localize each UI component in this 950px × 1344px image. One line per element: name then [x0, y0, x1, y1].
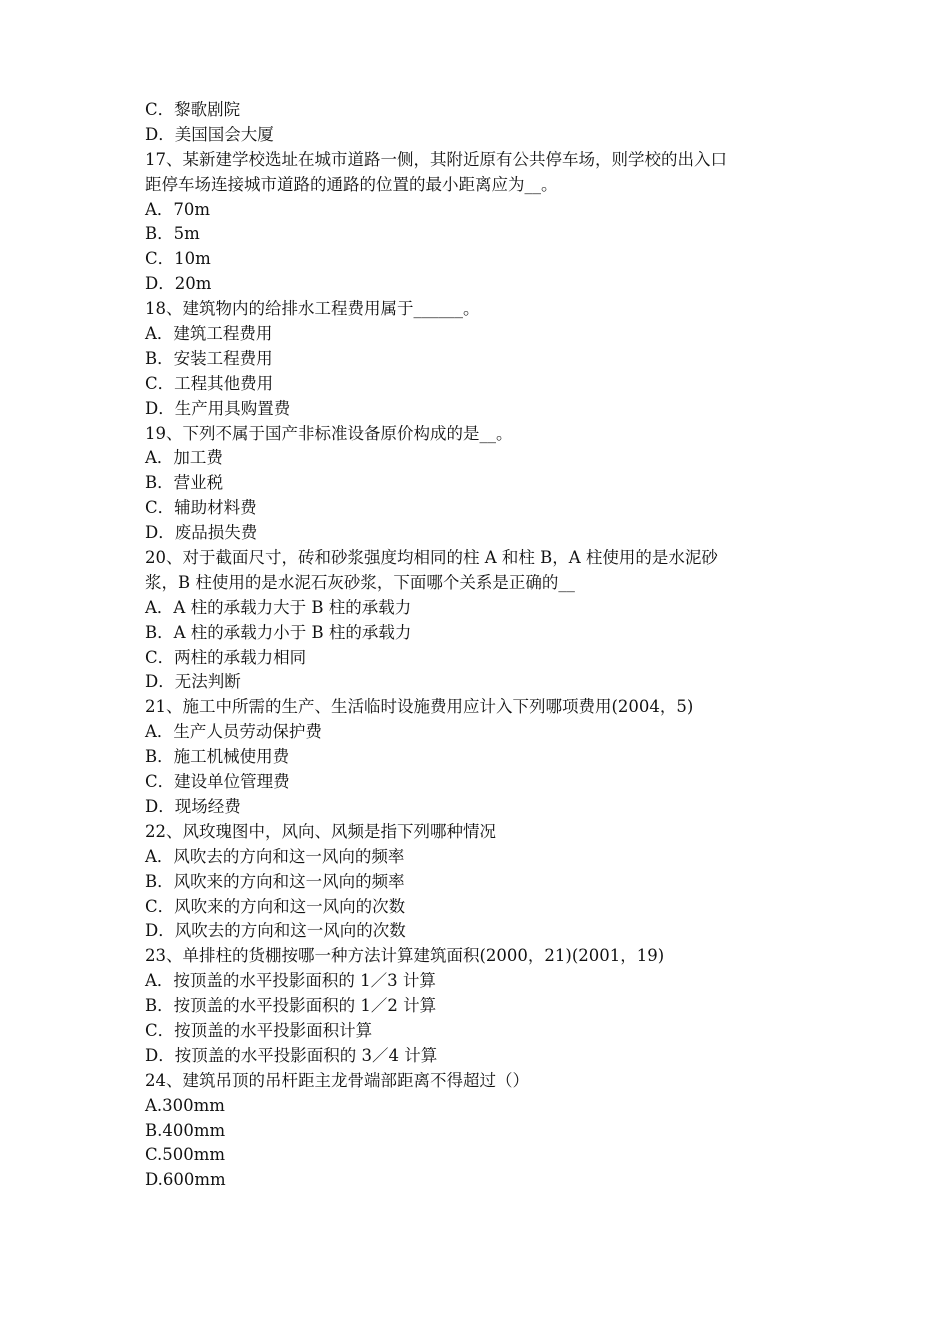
answer-option — [145, 496, 815, 521]
answer-option — [145, 770, 815, 795]
answer-option — [145, 621, 815, 646]
answer-option — [145, 322, 815, 347]
answer-option — [145, 895, 815, 920]
question-stem — [145, 297, 815, 322]
answer-option — [145, 1119, 815, 1144]
option-text: A.300mm — [145, 1095, 225, 1115]
question-text-line: 21、施工中所需的生产、生活临时设施费用应计入下列哪项费用(2004，5) — [145, 697, 694, 717]
option-text: D．风吹去的方向和这一风向的次数 — [145, 921, 406, 941]
option-text: B．A 柱的承载力小于 B 柱的承载力 — [145, 622, 412, 642]
option-text: B．5m — [145, 224, 200, 244]
question-text-line: 浆，B 柱使用的是水泥石灰砂浆，下面哪个关系是正确的__ — [145, 572, 575, 592]
answer-option — [145, 870, 815, 895]
option-text: A．生产人员劳动保护费 — [145, 722, 322, 742]
option-text: A．建筑工程费用 — [145, 324, 273, 344]
option-text: D．无法判断 — [145, 672, 241, 692]
option-text: C．黎歌剧院 — [145, 100, 241, 119]
option-text: D．现场经费 — [145, 796, 241, 816]
question-text-line: 22、风玫瑰图中，风向、风频是指下列哪种情况 — [145, 821, 496, 841]
answer-option — [145, 1143, 815, 1168]
answer-option — [145, 720, 815, 745]
option-text: C．工程其他费用 — [145, 373, 274, 393]
option-text: C．两柱的承载力相同 — [145, 647, 307, 667]
answer-option — [145, 98, 815, 123]
option-text: C．按顶盖的水平投影面积计算 — [145, 1020, 373, 1040]
answer-option — [145, 845, 815, 870]
option-text: A．风吹去的方向和这一风向的频率 — [145, 846, 405, 866]
answer-option — [145, 123, 815, 148]
question-stem — [145, 1069, 815, 1094]
option-text: D．按顶盖的水平投影面积的 3／4 计算 — [145, 1045, 438, 1065]
option-text: C．辅助材料费 — [145, 498, 257, 518]
answer-option — [145, 471, 815, 496]
answer-option — [145, 1044, 815, 1069]
answer-option — [145, 994, 815, 1019]
question-stem — [145, 944, 815, 969]
answer-option — [145, 670, 815, 695]
answer-option — [145, 1019, 815, 1044]
option-text: C．10m — [145, 249, 211, 269]
question-stem — [145, 695, 815, 720]
answer-option — [145, 397, 815, 422]
option-text: D．美国国会大厦 — [145, 124, 274, 144]
option-text: A．A 柱的承载力大于 B 柱的承载力 — [145, 597, 412, 617]
question-text-line: 距停车场连接城市道路的通路的位置的最小距离应为__。 — [145, 174, 558, 194]
question-text-line: 23、单排柱的货棚按哪一种方法计算建筑面积(2000，21)(2001，19) — [145, 946, 665, 966]
option-text: A．加工费 — [145, 448, 223, 468]
answer-option — [145, 596, 815, 621]
question-text-line: 19、下列不属于国产非标准设备原价构成的是__。 — [145, 423, 513, 443]
answer-option — [145, 521, 815, 546]
answer-option — [145, 919, 815, 944]
question-text-line: 24、建筑吊顶的吊杆距主龙骨端部距离不得超过（） — [145, 1070, 529, 1090]
option-text: C．风吹来的方向和这一风向的次数 — [145, 896, 406, 916]
answer-option — [145, 247, 815, 272]
answer-option — [145, 745, 815, 770]
question-stem — [145, 148, 815, 198]
answer-option — [145, 372, 815, 397]
question-stem — [145, 820, 815, 845]
answer-option — [145, 1094, 815, 1119]
answer-option — [145, 1168, 815, 1193]
option-text: B．按顶盖的水平投影面积的 1／2 计算 — [145, 996, 437, 1016]
option-text: D．废品损失费 — [145, 523, 258, 543]
option-text: B．施工机械使用费 — [145, 747, 290, 767]
option-text: B．风吹来的方向和这一风向的频率 — [145, 871, 405, 891]
answer-option — [145, 347, 815, 372]
answer-option — [145, 222, 815, 247]
option-text: B．营业税 — [145, 473, 224, 493]
option-text: B．安装工程费用 — [145, 348, 273, 368]
answer-option — [145, 969, 815, 994]
answer-option — [145, 272, 815, 297]
option-text: C.500mm — [145, 1145, 226, 1165]
answer-option — [145, 795, 815, 820]
question-text-line: 20、对于截面尺寸，砖和砂浆强度均相同的柱 A 和柱 B，A 柱使用的是水泥砂 — [145, 548, 718, 568]
question-text-line: 17、某新建学校选址在城市道路一侧，其附近原有公共停车场，则学校的出入口 — [145, 149, 727, 169]
option-text: D.600mm — [145, 1170, 226, 1190]
option-text: D．生产用具购置费 — [145, 398, 291, 418]
answer-option — [145, 646, 815, 671]
document-body — [145, 98, 815, 1193]
answer-option — [145, 198, 815, 223]
option-text: D．20m — [145, 274, 212, 294]
option-text: B.400mm — [145, 1120, 226, 1140]
question-stem — [145, 422, 815, 447]
question-stem — [145, 546, 815, 596]
answer-option — [145, 446, 815, 471]
option-text: A．70m — [145, 199, 211, 219]
option-text: A．按顶盖的水平投影面积的 1／3 计算 — [145, 971, 436, 991]
question-text-line: 18、建筑物内的给排水工程费用属于______。 — [145, 299, 480, 319]
option-text: C．建设单位管理费 — [145, 772, 290, 792]
